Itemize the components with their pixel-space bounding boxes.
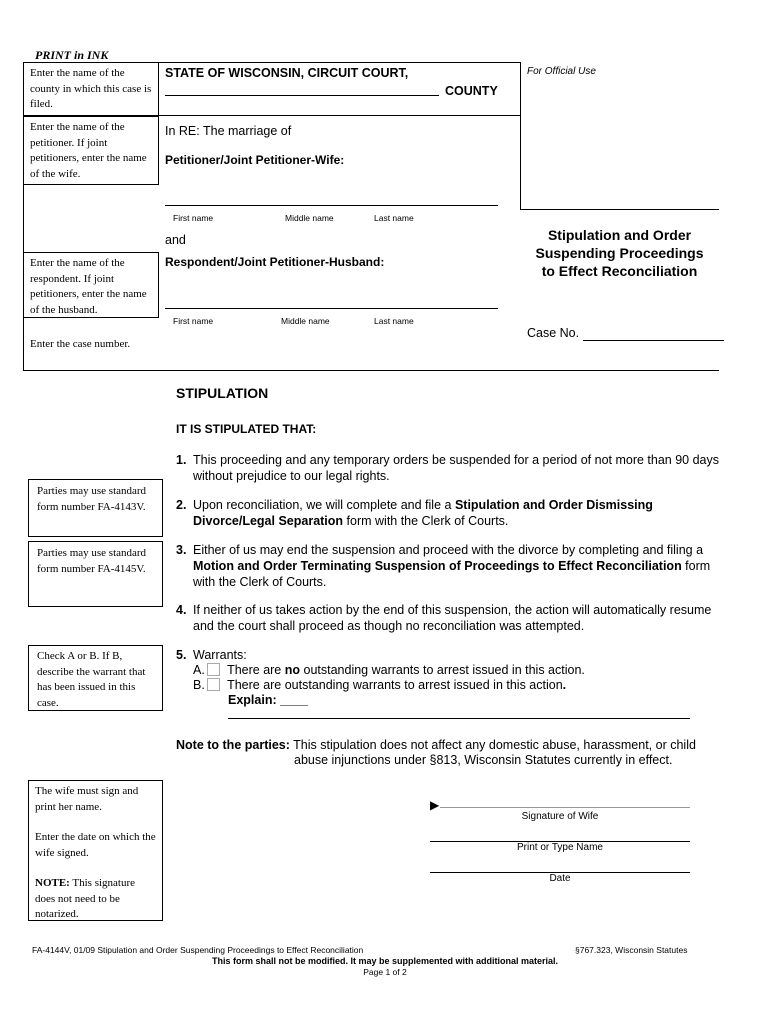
- note-to-parties: Note to the parties: This stipulation does not affect any domestic abuse, harassment, or child: [176, 738, 696, 752]
- item-5-number: 5.: [176, 648, 187, 662]
- header-bottom-rule: [23, 370, 719, 371]
- case-no-label: Case No.: [527, 326, 580, 340]
- explain-label: Explain: ____: [228, 693, 308, 707]
- side-note-warrants: Check A or B. If B, describe the warrant that has been issued in this case.: [28, 645, 163, 711]
- item-3-text: Either of us may end the suspension and proceed with the divorce by completing and filing a Motion and Order Terminating Suspension of Proceedings to Effect Reconciliation form with the Clerk of Courts.: [193, 543, 711, 589]
- court-bottom-rule: [159, 115, 520, 116]
- county-blank[interactable]: [165, 95, 439, 96]
- respondent-middle-name-label: Middle name: [281, 316, 330, 326]
- footer-statute: §767.323, Wisconsin Statutes: [575, 945, 688, 955]
- petitioner-middle-name-label: Middle name: [285, 213, 334, 223]
- court-title: STATE OF WISCONSIN, CIRCUIT COURT,: [165, 66, 409, 80]
- header-top-rule: [159, 62, 520, 63]
- left-border: [23, 116, 24, 371]
- note-to-parties-line2: abuse injunctions under §813, Wisconsin Statutes currently in effect.: [294, 753, 673, 767]
- explain-line[interactable]: [228, 718, 690, 719]
- official-use-label: For Official Use: [527, 66, 596, 77]
- side-note-respondent: Enter the name of the respondent. If joint petitioners, enter the name of the husband.: [23, 252, 159, 318]
- petitioner-label: Petitioner/Joint Petitioner-Wife:: [165, 153, 345, 167]
- signature-line[interactable]: [440, 807, 690, 808]
- side-note-signature: The wife must sign and print her name. Enter the date on which the wife signed. NOTE: This signature does not need to be notarized.: [28, 780, 163, 921]
- warrant-option-a: A. There are no outstanding warrants to arrest issued in this action.: [193, 663, 585, 677]
- signature-arrow-icon: ▶: [430, 798, 440, 812]
- stipulation-heading: STIPULATION: [176, 385, 269, 401]
- petitioner-name-line[interactable]: [165, 205, 498, 206]
- side-note-fa4145: Parties may use standard form number FA-4145V.: [28, 541, 163, 607]
- item-4-text: If neither of us takes action by the end of this suspension, the action will automatically resume and the court shall proceed as though no reconciliation was attempted.: [193, 603, 712, 633]
- signature-label: Signature of Wife: [521, 811, 599, 822]
- warrant-b-checkbox[interactable]: [207, 678, 220, 691]
- petitioner-last-name-label: Last name: [374, 213, 414, 223]
- item-2-text: Upon reconciliation, we will complete and file a Stipulation and Order Dismissing Divorce/Legal Separation form with the Clerk of Courts.: [193, 498, 653, 528]
- side-note-petitioner: Enter the name of the petitioner. If joint petitioners, enter the name of the wife.: [23, 116, 159, 185]
- warrant-a-checkbox[interactable]: [207, 663, 220, 676]
- county-label: COUNTY: [445, 84, 498, 98]
- warrant-option-b: B. There are outstanding warrants to arrest issued in this action.: [193, 678, 567, 692]
- official-use-border: [520, 62, 521, 209]
- official-use-bottom-rule: [520, 209, 719, 210]
- side-note-fa4143: Parties may use standard form number FA-4143V.: [28, 479, 163, 537]
- side-note-case-number: Enter the case number.: [30, 338, 131, 350]
- footer-form-id: FA-4144V, 01/09 Stipulation and Order Suspending Proceedings to Effect Reconciliation: [32, 945, 364, 955]
- in-re-label: In RE: The marriage of: [165, 124, 292, 138]
- case-no-blank[interactable]: [583, 340, 724, 341]
- footer-page: Page 1 of 2: [363, 967, 407, 977]
- item-1-text: This proceeding and any temporary orders be suspended for a period of not more than 90 days without prejudice to our legal rights.: [193, 453, 720, 483]
- print-name-label: Print or Type Name: [517, 842, 603, 853]
- respondent-last-name-label: Last name: [374, 316, 414, 326]
- side-note-county: Enter the name of the county in which this case is filed.: [23, 62, 159, 116]
- item-1-number: 1.: [176, 453, 187, 467]
- item-3-number: 3.: [176, 543, 187, 557]
- respondent-label: Respondent/Joint Petitioner-Husband:: [165, 255, 385, 269]
- date-label: Date: [549, 873, 571, 884]
- explain-blank[interactable]: ____: [280, 693, 308, 707]
- form-title: Stipulation and Order Suspending Proceedings to Effect Reconciliation: [535, 227, 704, 279]
- petitioner-first-name-label: First name: [173, 213, 214, 223]
- footer-warning: This form shall not be modified. It may be supplemented with additional material.: [211, 956, 559, 966]
- print-in-ink-label: PRINT in INK: [35, 48, 109, 62]
- item-2-number: 2.: [176, 498, 187, 512]
- stipulated-that: IT IS STIPULATED THAT:: [176, 422, 317, 436]
- item-4-number: 4.: [176, 603, 187, 617]
- and-label: and: [165, 233, 186, 247]
- item-5-label: Warrants:: [193, 648, 247, 662]
- respondent-first-name-label: First name: [173, 316, 214, 326]
- respondent-name-line[interactable]: [165, 308, 498, 309]
